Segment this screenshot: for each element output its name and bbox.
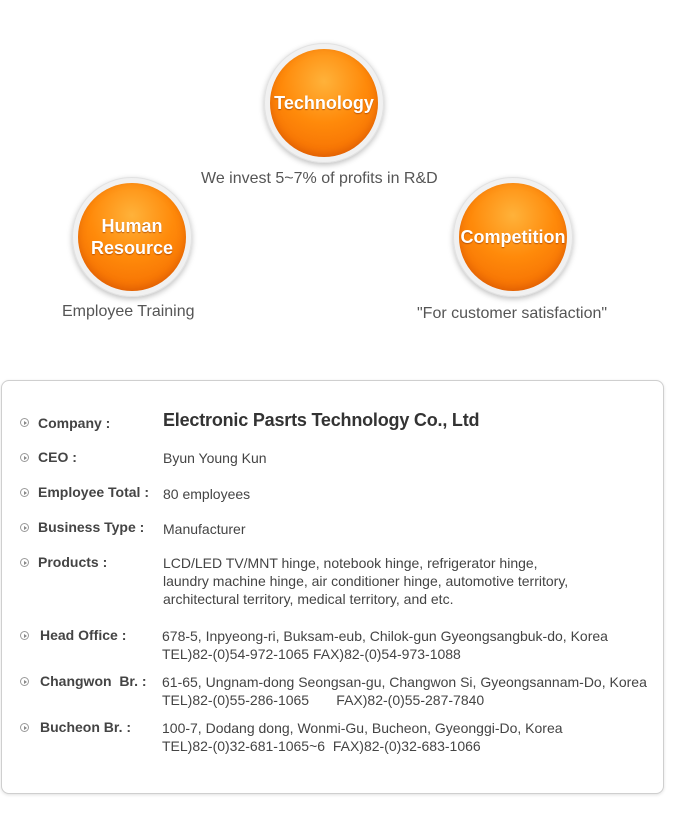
human-resource-caption: Employee Training — [62, 303, 195, 320]
bullet-icon — [20, 488, 29, 497]
company-label: Company : — [38, 415, 111, 431]
employee-label: Employee Total : — [38, 484, 149, 500]
technology-caption: We invest 5~7% of profits in R&D — [201, 170, 438, 187]
products-line-1: LCD/LED TV/MNT hinge, notebook hinge, refrigerator hinge, — [163, 555, 538, 571]
bullet-icon — [20, 418, 29, 427]
business-type-value: Manufacturer — [163, 521, 246, 537]
competition-circle — [453, 177, 573, 297]
competition-caption: "For customer satisfaction" — [417, 305, 608, 322]
head-office-label: Head Office : — [40, 627, 127, 643]
products-line-3: architectural territory, medical territory, and etc. — [163, 591, 454, 607]
bucheon-label: Bucheon Br. : — [40, 719, 132, 735]
human-resource-circle — [72, 177, 192, 297]
bullet-icon — [20, 631, 29, 640]
company-name: Electronic Pasrts Technology Co., Ltd — [163, 410, 480, 430]
products-line-2: laundry machine hinge, air conditioner hinge, automotive territory, — [163, 573, 569, 589]
bullet-icon — [20, 558, 29, 567]
technology-circle — [264, 43, 384, 163]
ceo-value: Byun Young Kun — [163, 450, 267, 466]
technology-label: Technology — [270, 49, 378, 157]
changwon-contact: TEL)82-(0)55-286-1065 FAX)82-(0)55-287-7840 — [162, 692, 485, 708]
employee-value: 80 employees — [163, 486, 251, 502]
business-type-label: Business Type : — [38, 519, 145, 535]
ceo-label: CEO : — [38, 449, 77, 465]
bucheon-address: 100-7, Dodang dong, Wonmi-Gu, Bucheon, Gyeonggi-Do, Korea — [162, 720, 563, 736]
head-office-contact: TEL)82-(0)54-972-1065 FAX)82-(0)54-973-1088 — [162, 646, 461, 662]
competition-label: Competition — [459, 183, 567, 291]
bullet-icon — [20, 523, 29, 532]
bucheon-contact: TEL)82-(0)32-681-1065~6 FAX)82-(0)32-683-1066 — [162, 738, 481, 754]
bullet-icon — [20, 453, 29, 462]
changwon-label: Changwon Br. : — [40, 673, 147, 689]
head-office-address: 678-5, Inpyeong-ri, Buksam-eub, Chilok-gun Gyeongsangbuk-do, Korea — [162, 628, 608, 644]
changwon-address: 61-65, Ungnam-dong Seongsan-gu, Changwon Si, Gyeongsannam-Do, Korea — [162, 674, 647, 690]
bullet-icon — [20, 677, 29, 686]
products-label: Products : — [38, 554, 108, 570]
bullet-icon — [20, 723, 29, 732]
company-info-panel — [1, 380, 664, 794]
human-resource-label: Human Resource — [78, 183, 186, 291]
